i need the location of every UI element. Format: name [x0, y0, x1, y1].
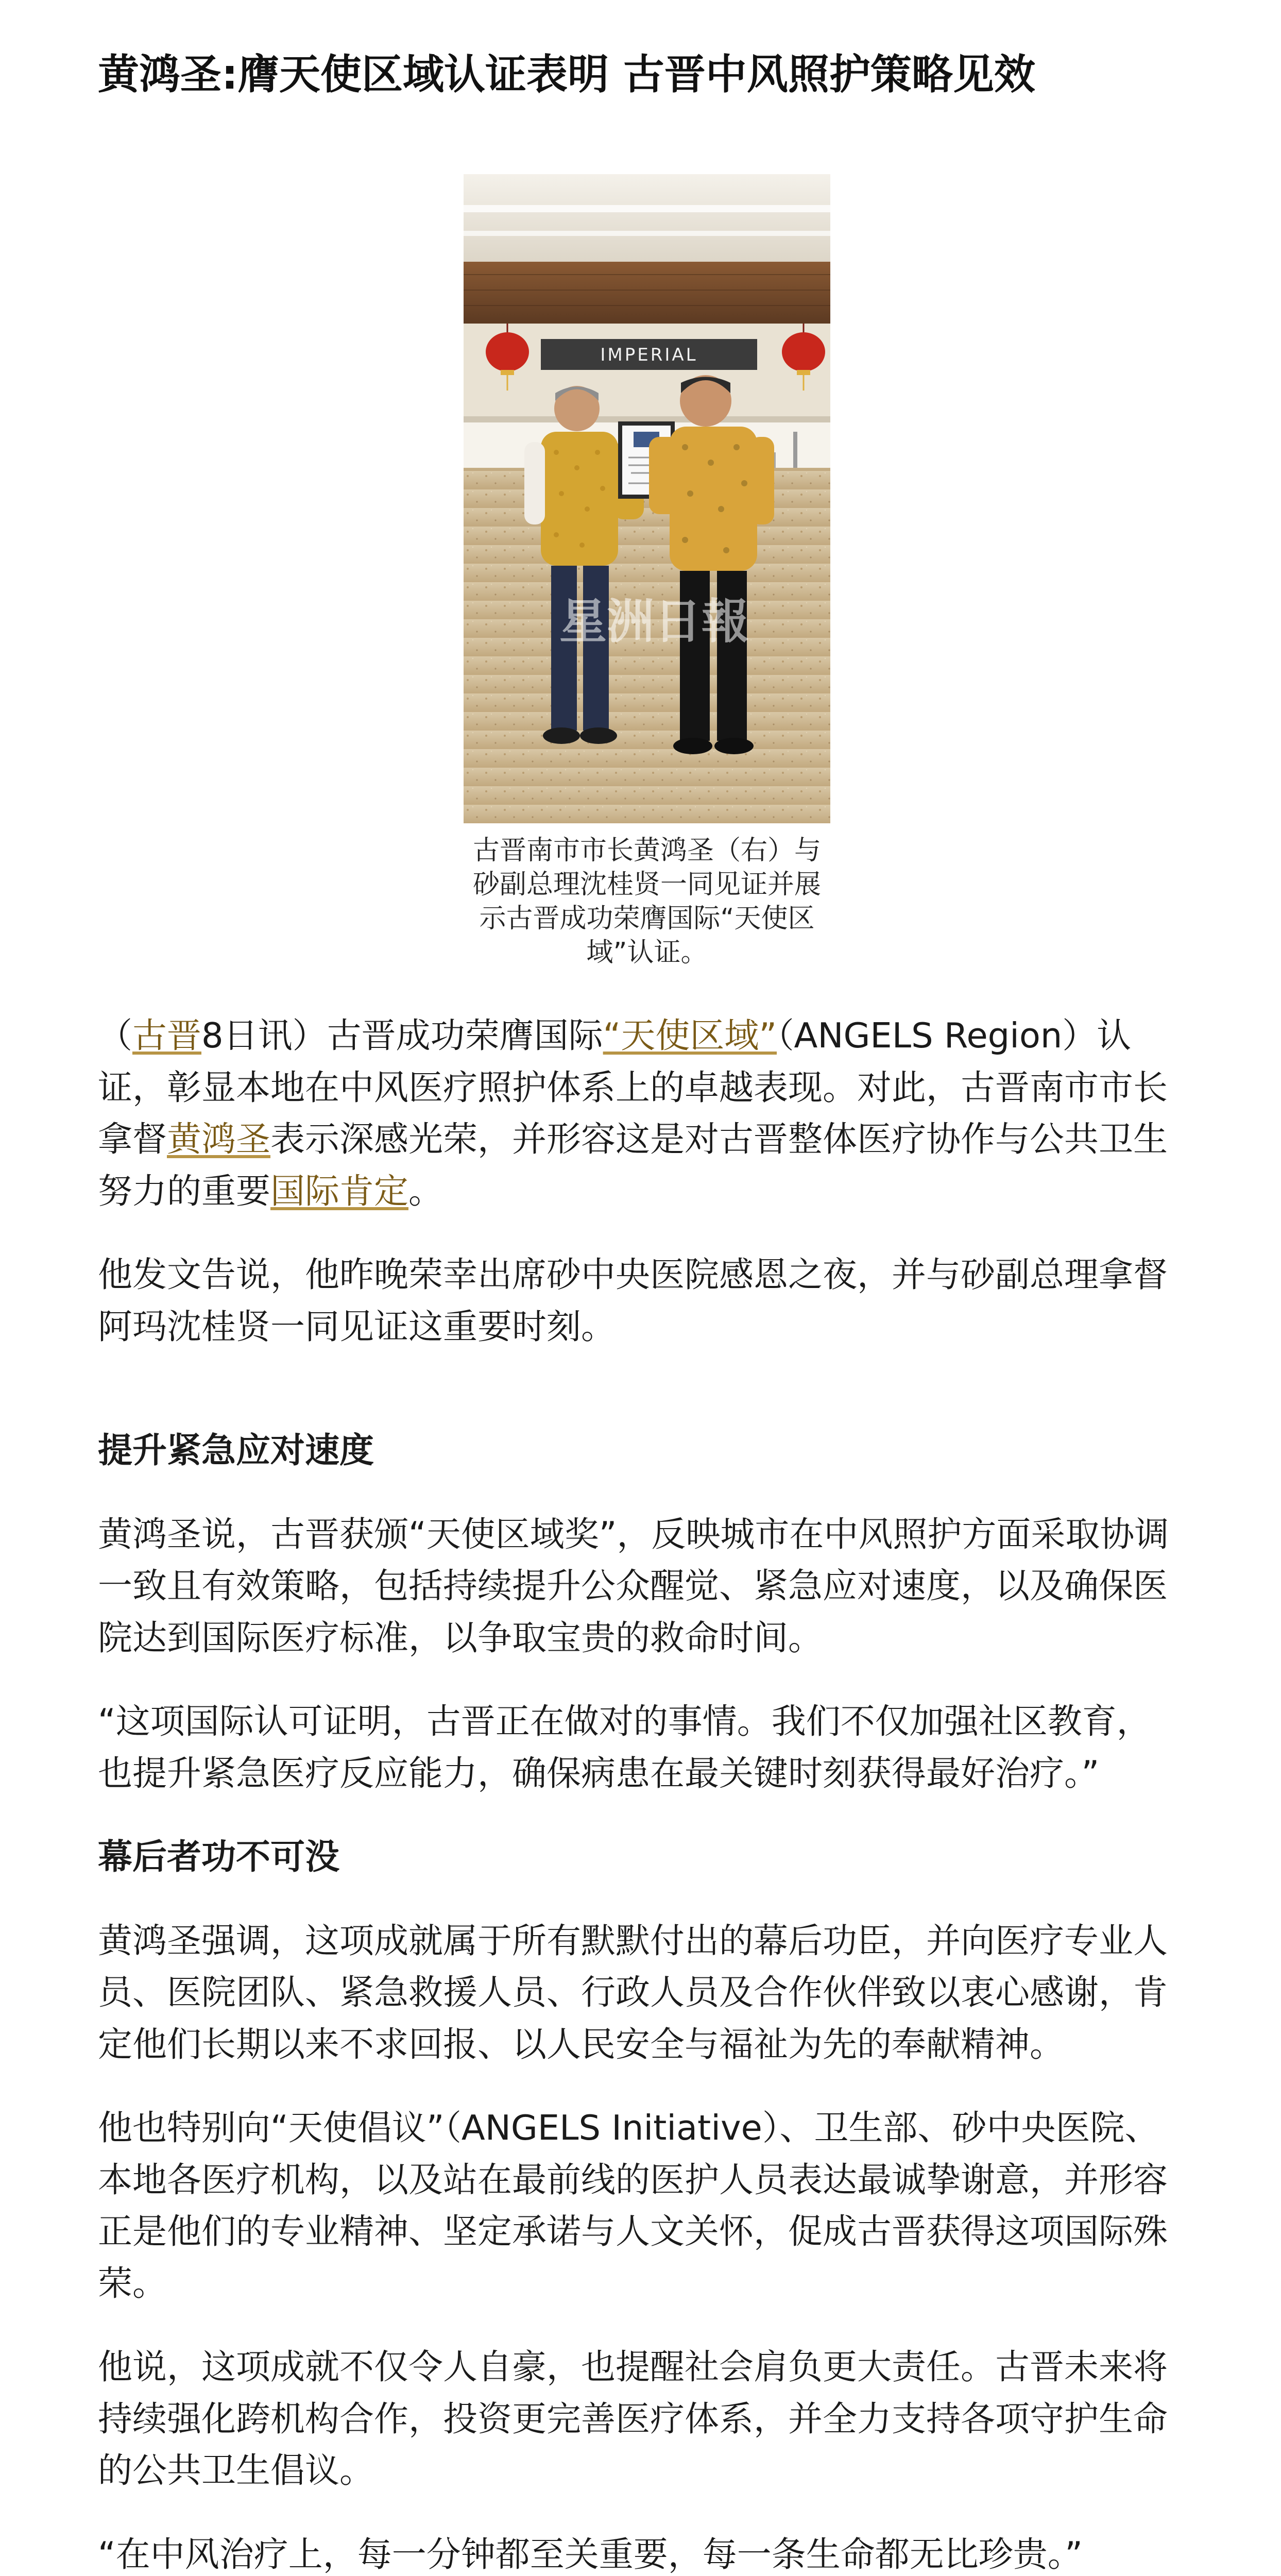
- quote-paragraph-2: “在中风治疗上，每一分钟都至关重要，每一条生命都无比珍贵。”: [98, 2534, 1083, 2574]
- link-wee-hong-seng[interactable]: 黄鸿圣: [167, 1119, 270, 1159]
- link-international-recognition[interactable]: 国际肯定: [270, 1171, 408, 1211]
- article-figure: [464, 174, 830, 970]
- photo-caption: 古晋南市市长黄鸿圣（右）与砂副总理沈桂贤一同见证并展示古晋成功荣膺国际“天使区域”认证。: [472, 835, 821, 969]
- subheading-behind-the-scenes: 幕后者功不可没: [98, 1837, 339, 1877]
- link-kuching[interactable]: 古晋: [132, 1015, 201, 1056]
- newspaper-watermark: 星洲日報: [559, 594, 749, 649]
- lead-part-1: 8日讯）古晋成功荣膺国际: [201, 1015, 603, 1056]
- paragraph-3: 黄鸿圣说，古晋获颁“天使区域奖”，反映城市在中风照护方面采取协调一致且有效策略，包括持续提升公众醒觉、紧急应对速度，以及确保医院达到国际医疗标准，以争取宝贵的救命时间。: [98, 1514, 1169, 1658]
- lead-part-4: 。: [408, 1171, 443, 1211]
- link-angels-region[interactable]: “天使区域”: [603, 1015, 777, 1056]
- hotel-sign-text: IMPERIAL: [600, 345, 698, 365]
- lead-paragraph: [98, 1010, 1185, 1217]
- paragraph-6: 他也特别向“天使倡议”（ANGELS Initiative）、卫生部、砂中央医院、本地各医疗机构，以及站在最前线的医护人员表达最诚挚谢意，并形容正是他们的专业精神、坚定承诺与人文关怀，促成古晋获得这项国际殊荣。: [98, 2108, 1168, 2303]
- lead-part-3: 表示深感光荣，并形容这是对古晋整体医疗协作与公共卫生努力的重要: [98, 1119, 1168, 1211]
- paragraph-7: 他说，这项成就不仅令人自豪，也提醒社会肩负更大责任。古晋未来将持续强化跨机构合作，投资更完善医疗体系，并全力支持各项守护生命的公共卫生倡议。: [98, 2347, 1168, 2490]
- quote-paragraph-1: “这项国际认可证明，古晋正在做对的事情。我们不仅加强社区教育，也提升紧急医疗反应能力，确保病患在最关键时刻获得最好治疗。”: [98, 1701, 1151, 1793]
- lead-part-2: （ANGELS Region）认证，彰显本地在中风医疗照护体系上的卓越表现。对此，古晋南市市长拿督: [98, 1015, 1168, 1159]
- article-title: 黄鸿圣:膺天使区域认证表明 古晋中风照护策略见效: [98, 50, 1035, 98]
- paragraph-5: 黄鸿圣强调，这项成就属于所有默默付出的幕后功臣，并向医疗专业人员、医院团队、紧急救援人员、行政人员及合作伙伴致以衷心感谢，肯定他们长期以来不求回报、以人民安全与福祉为先的奉献精神。: [98, 1920, 1168, 2064]
- paragraph-2: 他发文告说，他昨晚荣幸出席砂中央医院感恩之夜，并与砂副总理拿督阿玛沈桂贤一同见证这重要时刻。: [98, 1255, 1168, 1347]
- article-photo[interactable]: [464, 174, 830, 823]
- subheading-emergency-response: 提升紧急应对速度: [98, 1430, 374, 1470]
- article-body: [98, 1010, 1185, 2576]
- lead-open-paren: （: [98, 1015, 132, 1056]
